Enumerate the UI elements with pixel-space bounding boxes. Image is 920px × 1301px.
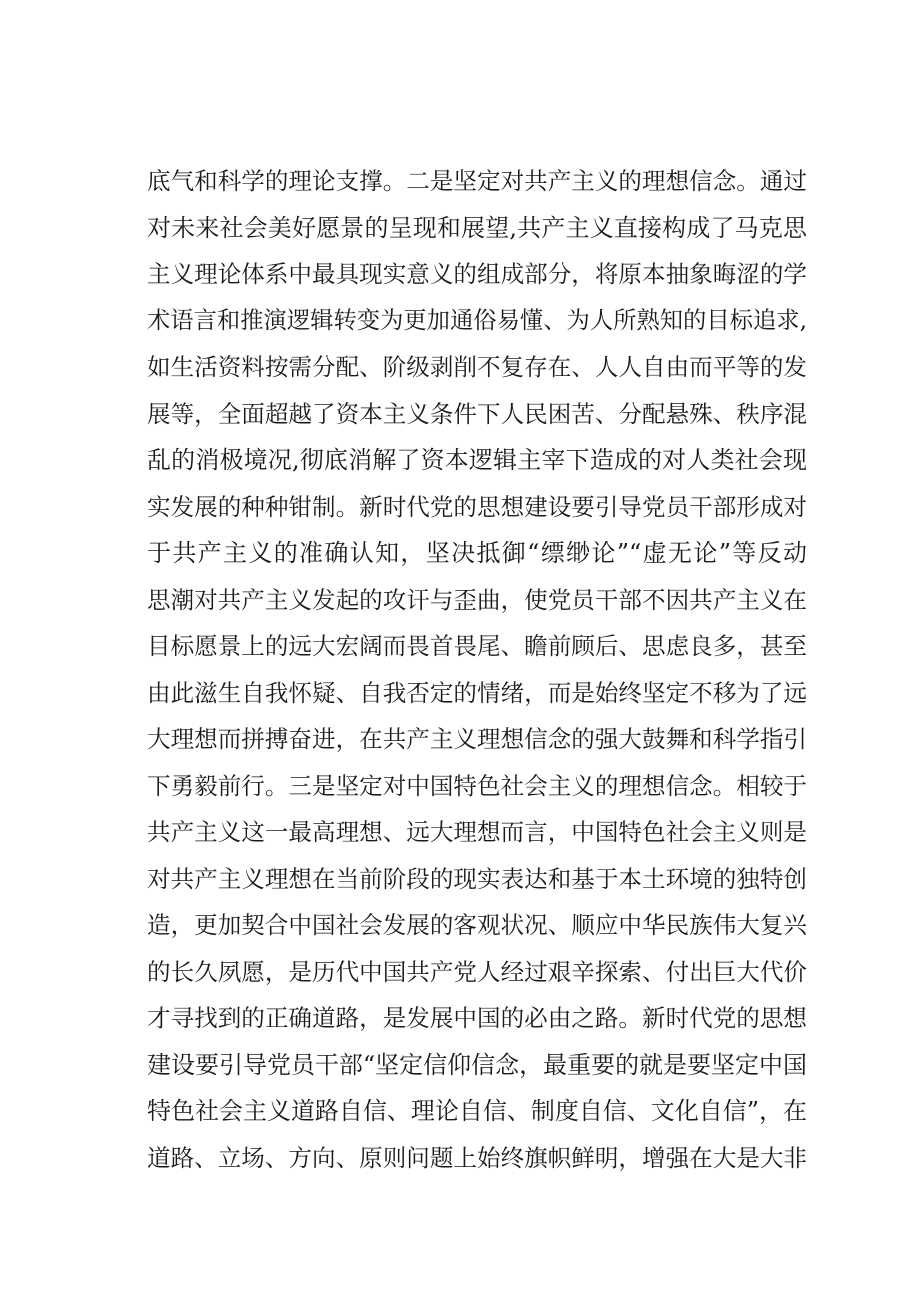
text-line: 乱的消极境况,彻底消解了资本逻辑主宰下造成的对人类社会现 (147, 446, 807, 474)
text-line: 由此滋生自我怀疑、自我否定的情绪，而是始终坚定不移为了远 (147, 678, 807, 707)
text-line: 如生活资料按需分配、阶级剥削不复存在、人人自由而平等的发 (147, 353, 807, 381)
text-line: 特色社会主义道路自信、理论自信、制度自信、文化自信”，在 (147, 1097, 807, 1125)
text-line: 共产主义这一最高理想、远大理想而言，中国特色社会主义则是 (147, 818, 807, 846)
text-line: 造，更加契合中国社会发展的客观状况、顺应中华民族伟大复兴 (147, 911, 807, 939)
text-line: 对共产主义理想在当前阶段的现实表达和基于本土环境的独特创 (147, 864, 807, 893)
text-line: 道路、立场、方向、原则问题上始终旗帜鲜明，增强在大是大非 (147, 1143, 807, 1172)
text-line: 的长久夙愿，是历代中国共产党人经过艰辛探索、付出巨大代价 (147, 957, 807, 986)
text-line: 大理想而拼搏奋进，在共产主义理想信念的强大鼓舞和科学指引 (147, 725, 807, 753)
text-line: 思潮对共产主义发起的攻讦与歪曲，使党员干部不因共产主义在 (147, 585, 807, 614)
text-line: 下勇毅前行。三是坚定对中国特色社会主义的理想信念。相较于 (147, 771, 807, 800)
text-line: 主义理论体系中最具现实意义的组成部分，将原本抽象晦涩的学 (147, 260, 807, 288)
body-paragraph (147, 158, 807, 1181)
text-line: 展等，全面超越了资本主义条件下人民困苦、分配悬殊、秩序混 (147, 399, 807, 428)
text-line: 于共产主义的准确认知，坚决抵御“缥缈论”“虚无论”等反动 (147, 539, 807, 567)
text-line: 底气和科学的理论支撑。二是坚定对共产主义的理想信念。通过 (147, 167, 807, 195)
text-line: 实发展的种种钳制。新时代党的思想建设要引导党员干部形成对 (147, 492, 807, 521)
text-line: 对未来社会美好愿景的呈现和展望,共产主义直接构成了马克思 (147, 213, 807, 242)
text-line: 建设要引导党员干部“坚定信仰信念，最重要的就是要坚定中国 (147, 1050, 807, 1079)
text-line: 术语言和推演逻辑转变为更加通俗易懂、为人所熟知的目标追求, (147, 306, 807, 334)
text-line: 目标愿景上的远大宏阔而畏首畏尾、瞻前顾后、思虑良多，甚至 (147, 632, 807, 660)
text-line: 才寻找到的正确道路，是发展中国的必由之路。新时代党的思想 (147, 1004, 807, 1032)
